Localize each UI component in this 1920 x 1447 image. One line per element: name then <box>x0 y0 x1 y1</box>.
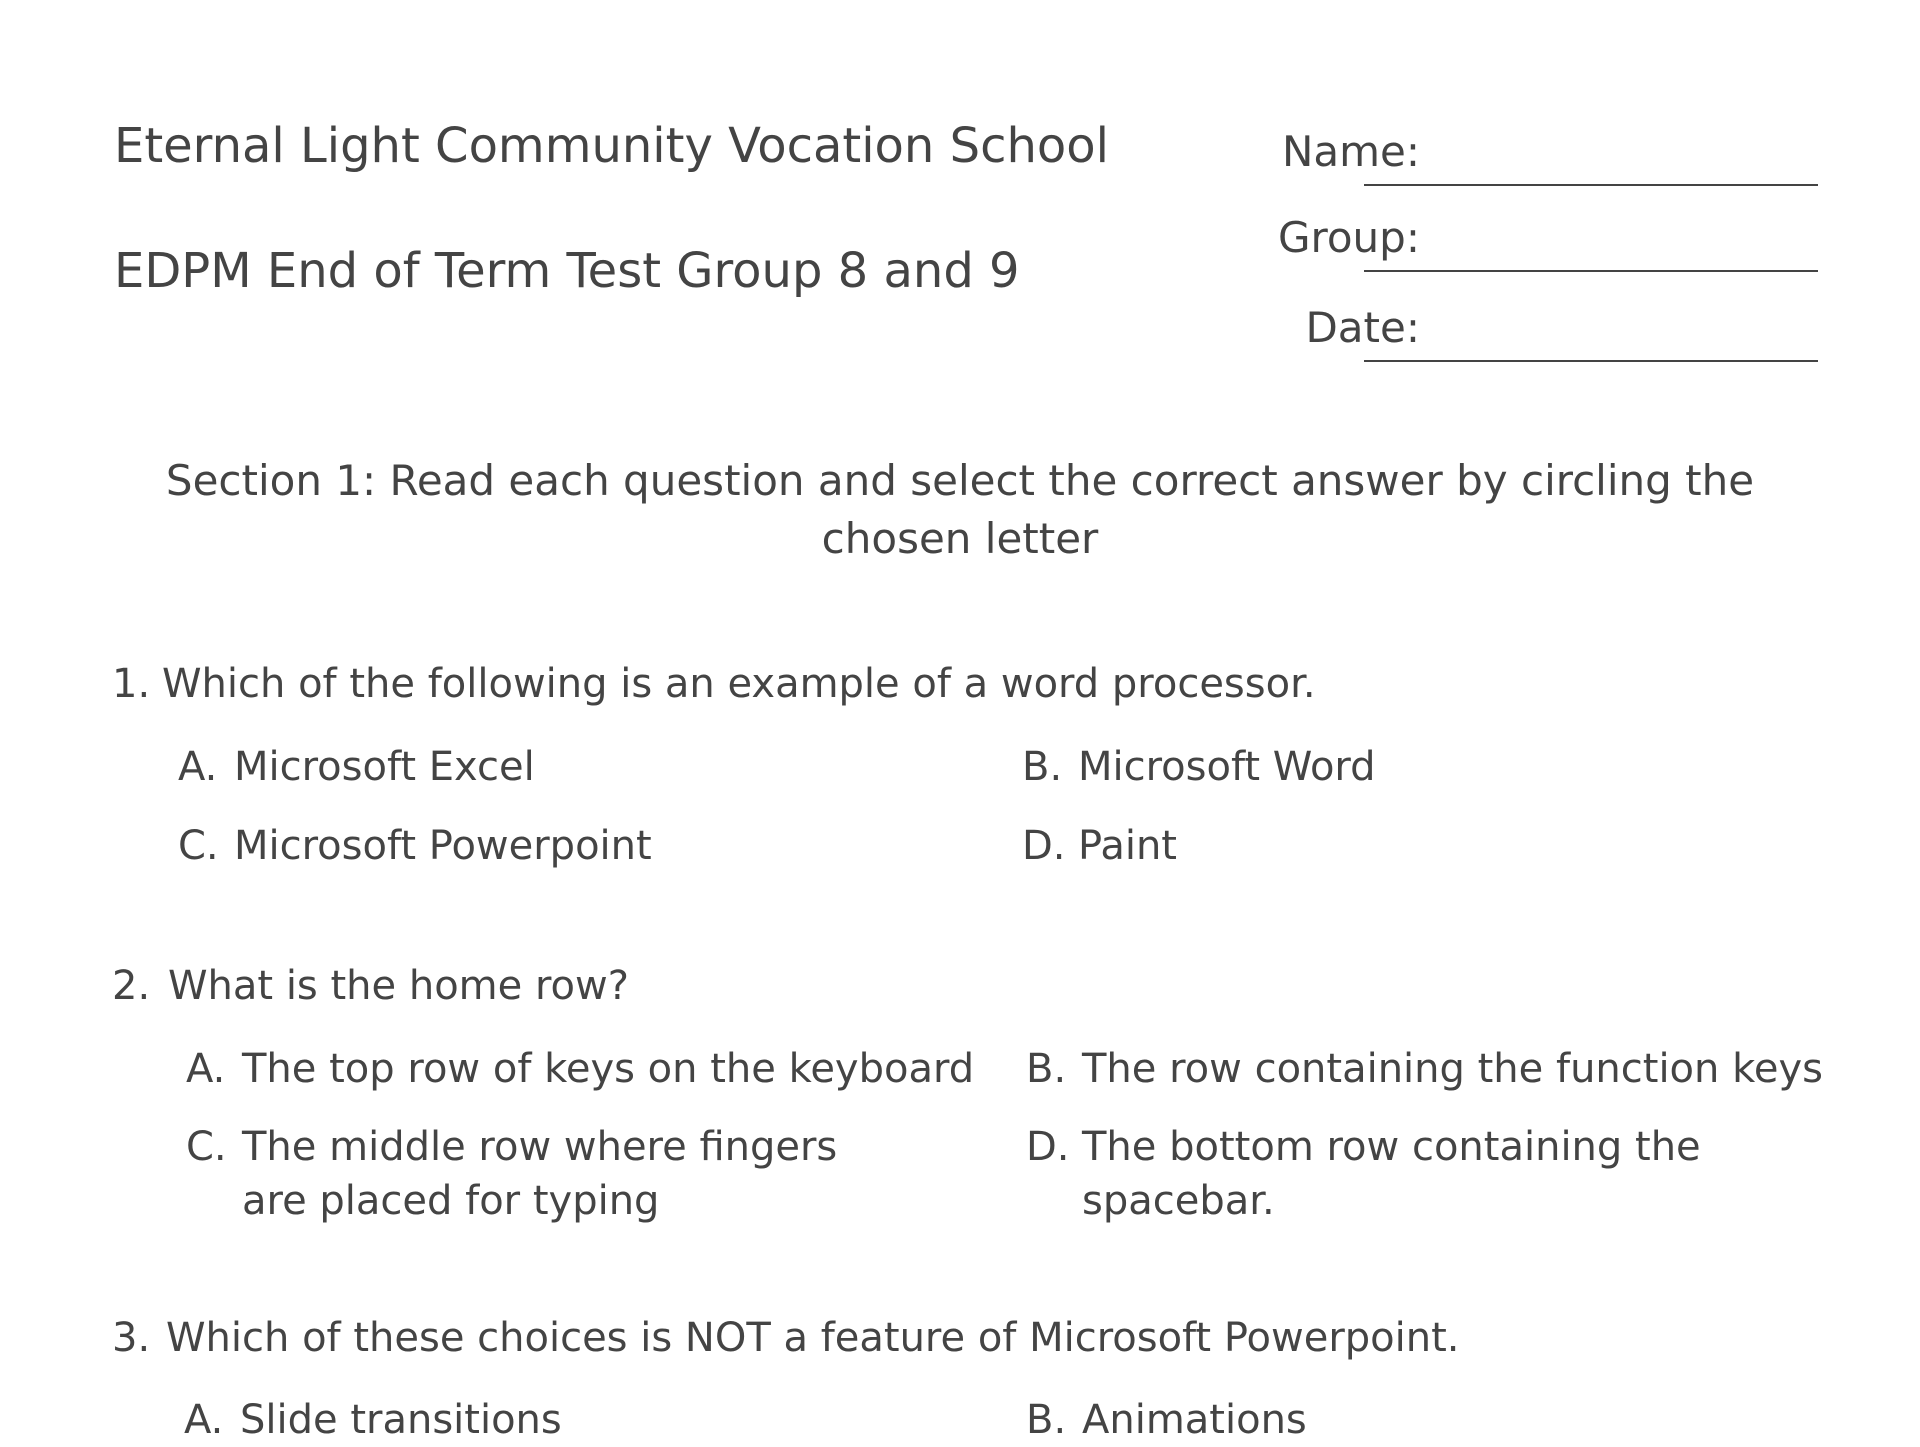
test-title: EDPM End of Term Test Group 8 and 9 <box>114 243 1020 299</box>
option-text: Microsoft Powerpoint <box>234 823 652 869</box>
question-text <box>112 1310 1812 1366</box>
group-label: Group: <box>1277 213 1420 262</box>
name-blank-line <box>1364 184 1818 186</box>
question-text <box>112 656 1812 712</box>
question-number: 1. <box>112 661 151 707</box>
option-letter: C. <box>186 1124 227 1170</box>
option-text: The bottom row containing the spacebar. <box>1082 1124 1701 1224</box>
option-3b[interactable] <box>1026 1393 1786 1447</box>
question-prompt: Which of the following is an example of a word processor. <box>162 661 1316 707</box>
option-letter: D. <box>1022 823 1066 869</box>
group-blank-line <box>1364 270 1818 272</box>
option-text: Animations <box>1082 1397 1307 1443</box>
option-letter: B. <box>1026 1046 1067 1092</box>
section-heading: Section 1: Read each question and select the correct answer by circling the chosen letter <box>165 456 1755 563</box>
option-letter: C. <box>178 823 219 869</box>
option-text: Slide transitions <box>240 1397 562 1443</box>
option-letter: B. <box>1026 1397 1067 1443</box>
question-3 <box>112 1310 1812 1366</box>
option-1c[interactable] <box>178 819 938 873</box>
option-1a[interactable] <box>178 740 938 794</box>
option-3a[interactable] <box>184 1393 944 1447</box>
option-letter: A. <box>184 1397 224 1443</box>
question-2 <box>112 958 1812 1014</box>
option-1d[interactable] <box>1022 819 1802 873</box>
option-1b[interactable] <box>1022 740 1802 794</box>
option-text: Paint <box>1078 823 1177 869</box>
question-text <box>112 958 1812 1014</box>
date-label: Date: <box>1305 303 1420 352</box>
option-text: The row containing the function keys <box>1082 1046 1823 1092</box>
option-2a[interactable] <box>186 1042 986 1096</box>
option-2b[interactable] <box>1026 1042 1823 1096</box>
question-prompt: What is the home row? <box>168 963 629 1009</box>
option-2d[interactable] <box>1026 1120 1746 1230</box>
date-blank-line <box>1364 360 1818 362</box>
option-text: Microsoft Excel <box>234 744 535 790</box>
option-letter: A. <box>178 744 218 790</box>
option-text: The middle row where fingers are placed for typing <box>242 1124 838 1224</box>
group-field <box>1150 208 1820 268</box>
option-letter: D. <box>1026 1124 1070 1170</box>
question-prompt: Which of these choices is NOT a feature of Microsoft Powerpoint. <box>166 1315 1460 1361</box>
option-text: The top row of keys on the keyboard <box>242 1046 975 1092</box>
option-letter: B. <box>1022 744 1063 790</box>
question-number: 3. <box>112 1315 151 1361</box>
name-field <box>1150 122 1820 182</box>
name-label: Name: <box>1281 127 1420 176</box>
school-name: Eternal Light Community Vocation School <box>114 118 1109 174</box>
question-1 <box>112 656 1812 712</box>
option-2c[interactable] <box>186 1120 906 1230</box>
date-field <box>1150 298 1820 358</box>
question-number: 2. <box>112 963 151 1009</box>
option-text: Microsoft Word <box>1078 744 1376 790</box>
option-letter: A. <box>186 1046 226 1092</box>
